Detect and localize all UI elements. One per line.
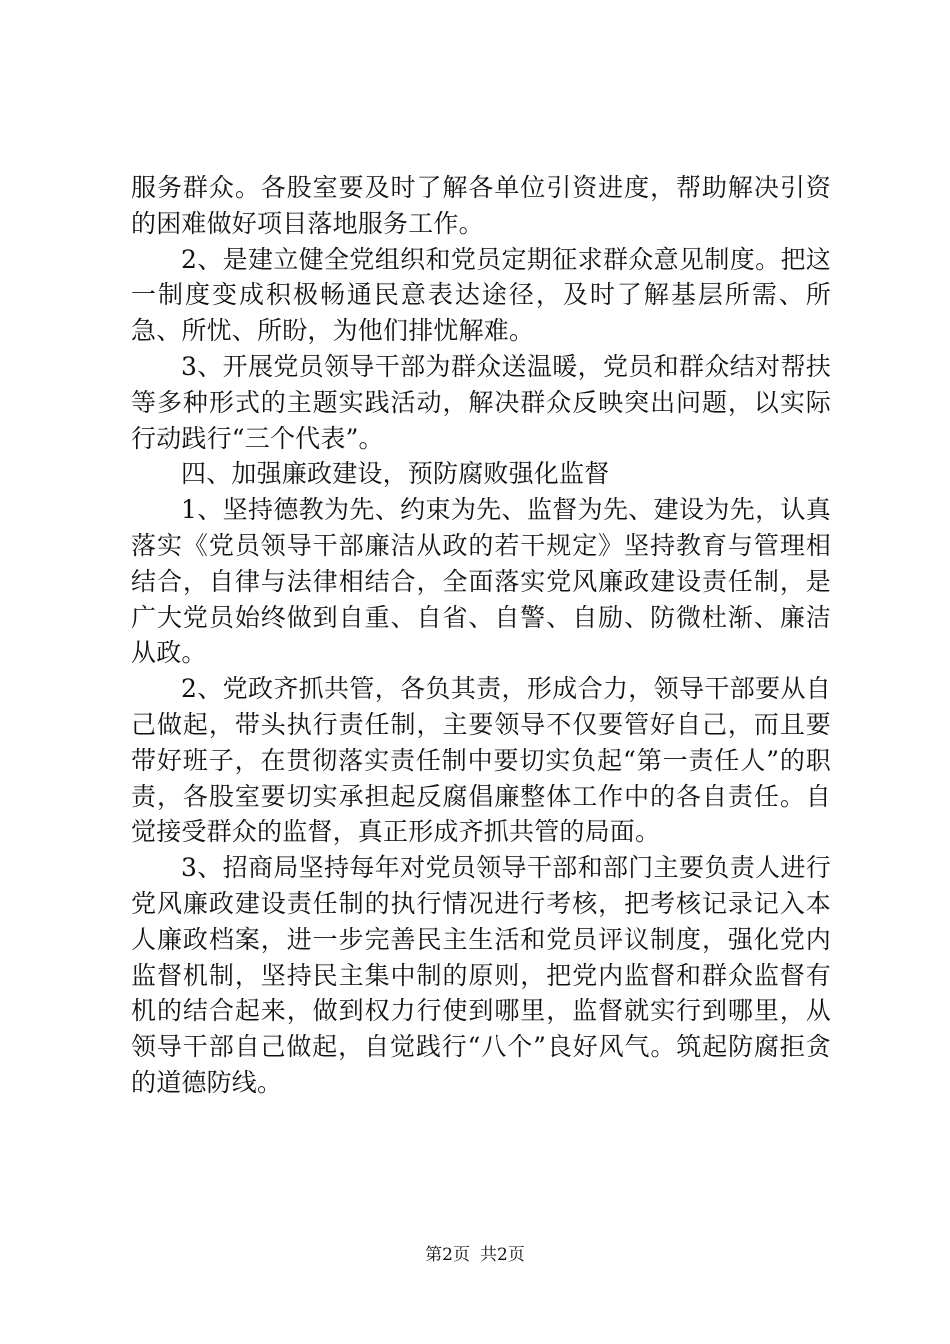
page-total: 共2页 bbox=[480, 1245, 525, 1265]
page-footer bbox=[0, 1244, 950, 1266]
document-body bbox=[131, 170, 831, 1101]
paragraph-section4-item-2: 2、党政齐抓共管，各负其责，形成合力，领导干部要从自己做起，带头执行责任制，主要领导不仅要管好自己，而且要带好班子，在贯彻落实责任制中要切实负起“第一责任人”的职责，各股室要切实承担起反腐倡廉整体工作中的各自责任。自觉接受群众的监督，真正形成齐抓共管的局面。 bbox=[131, 674, 831, 847]
section-heading: 四、加强廉政建设，预防腐败强化监督 bbox=[181, 459, 610, 489]
paragraph-item-2: 2、是建立健全党组织和党员定期征求群众意见制度。把这一制度变成积极畅通民意表达途径，及时了解基层所需、所急、所忧、所盼，为他们排忧解难。 bbox=[131, 244, 831, 346]
paragraph-section4-item-1: 1、坚持德教为先、约束为先、监督为先、建设为先，认真落实《党员领导干部廉洁从政的若干规定》坚持教育与管理相结合，自律与法律相结合，全面落实党风廉政建设责任制，是广大党员始终做到自重、自省、自警、自励、防微杜渐、廉洁从政。 bbox=[131, 495, 831, 668]
paragraph-item-3: 3、开展党员领导干部为群众送温暖，党员和群众结对帮扶等多种形式的主题实践活动，解决群众反映突出问题，以实际行动践行“三个代表”。 bbox=[131, 351, 831, 453]
paragraph-section4-item-3: 3、招商局坚持每年对党员领导干部和部门主要负责人进行党风廉政建设责任制的执行情况进行考核，把考核记录记入本人廉政档案，进一步完善民主生活和党员评议制度，强化党内监督机制，坚持民主集中制的原则，把党内监督和群众监督有机的结合起来，做到权力行使到哪里，监督就实行到哪里，从领导干部自己做起，自觉践行“八个”良好风气。筑起防腐拒贪的道德防线。 bbox=[131, 853, 831, 1097]
paragraph-continuation: 服务群众。各股室要及时了解各单位引资进度，帮助解决引资的困难做好项目落地服务工作。 bbox=[131, 173, 831, 238]
page-number: 第2页 bbox=[425, 1245, 470, 1265]
